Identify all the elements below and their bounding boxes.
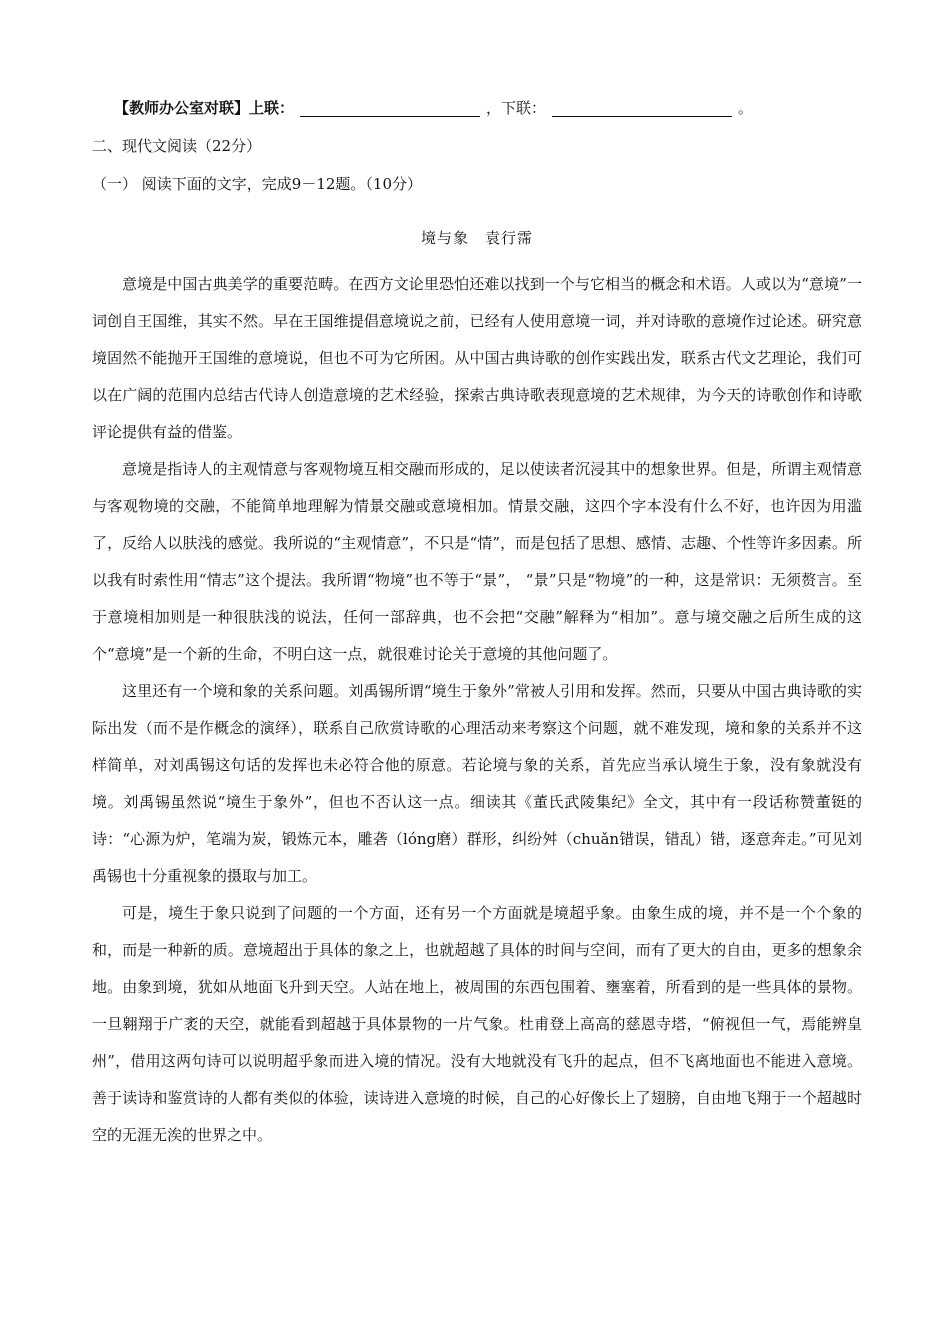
couplet-mid-label: ，下联： (486, 99, 547, 117)
couplet-label: 【教师办公室对联】上联： (114, 99, 295, 117)
lower-couplet-blank[interactable] (552, 100, 732, 117)
article-paragraph-4: 可是，境生于象只说到了问题的一个方面，还有另一个方面就是境超乎象。由象生成的境，并不是一个个象的和，而是一种新的质。意境超出于具体的象之上，也就超越了具体的时间与空间，而有了更大的自由，更多的想象余地。由象到境，犹如从地面飞升到天空。人站在地上，被周围的东西包围着、壅塞着，所看到的是一些具体的景物。一旦翱翔于广袤的天空，就能看到超越于具体景物的一片气象。杜甫登上高高的慈恩寺塔，“俯视但一气，焉能辨皇州”，借用这两句诗可以说明超乎象而进入境的情况。没有大地就没有飞升的起点，但不飞离地面也不能进入意境。善于读诗和鉴赏诗的人都有类似的体验，读诗进入意境的时候，自己的心好像长上了翅膀，自由地飞翔于一个超越时空的无涯无涘的世界之中。 (92, 904, 862, 1144)
upper-couplet-blank[interactable] (300, 100, 480, 117)
document-page (92, 96, 862, 1154)
article-paragraph-2: 意境是指诗人的主观情意与客观物境互相交融而形成的，足以使读者沉浸其中的想象世界。但是，所谓主观情意与客观物境的交融，不能简单地理解为情景交融或意境相加。情景交融，这四个字本没有什么不好，也许因为用滥了，反给人以肤浅的感觉。我所说的“主观情意”，不只是“情”，而是包括了思想、感情、志趣、个性等许多因素。所以我有时索性用“情志”这个提法。我所谓“物境”也不等于“景”， “景”只是“物境”的一种，这是常识：无须赘言。至于意境相加则是一种很肤浅的说法，任何一部辞典，也不会把“交融”解释为“相加”。意与境交融之后所生成的这个“意境”是一个新的生命，不明白这一点，就很难讨论关于意境的其他问题了。 (92, 460, 862, 663)
sub-heading: （一） 阅读下面的文字，完成9－12题。（10分） (92, 175, 422, 193)
article-paragraph-3: 这里还有一个境和象的关系问题。刘禹锡所谓“境生于象外”常被人引用和发挥。然而，只要从中国古典诗歌的实际出发（而不是作概念的演绎），联系自己欣赏诗歌的心理活动来考察这个问题，就不难发现，境和象的关系并不这样简单，对刘禹锡这句话的发挥也未必符合他的原意。若论境与象的关系，首先应当承认境生于象，没有象就没有境。刘禹锡虽然说“境生于象外”，但也不否认这一点。细读其《董氏武陵集纪》全文，其中有一段话称赞董铤的诗：“心源为炉，笔端为炭，锻炼元本，雕砻（lóng磨）群形，纠纷舛（chuǎn错误，错乱）错，逐意奔走。”可见刘禹锡也十分重视象的摄取与加工。 (92, 682, 862, 885)
article-paragraph-1: 意境是中国古典美学的重要范畴。在西方文论里恐怕还难以找到一个与它相当的概念和术语。人或以为“意境”一词创自王国维，其实不然。早在王国维提倡意境说之前，已经有人使用意境一词，并对诗歌的意境作过论述。研究意境固然不能抛开王国维的意境说，但也不可为它所困。从中国古典诗歌的创作实践出发，联系古代文艺理论，我们可以在广阔的范围内总结古代诗人创造意境的艺术经验，探索古典诗歌表现意境的艺术规律，为今天的诗歌创作和诗歌评论提供有益的借鉴。 (92, 275, 862, 441)
section-heading: 二、现代文阅读（22分） (92, 137, 262, 155)
couplet-question (92, 96, 862, 120)
article-title: 境与象 袁行霈 (420, 229, 533, 247)
couplet-end-mark: 。 (738, 99, 754, 117)
